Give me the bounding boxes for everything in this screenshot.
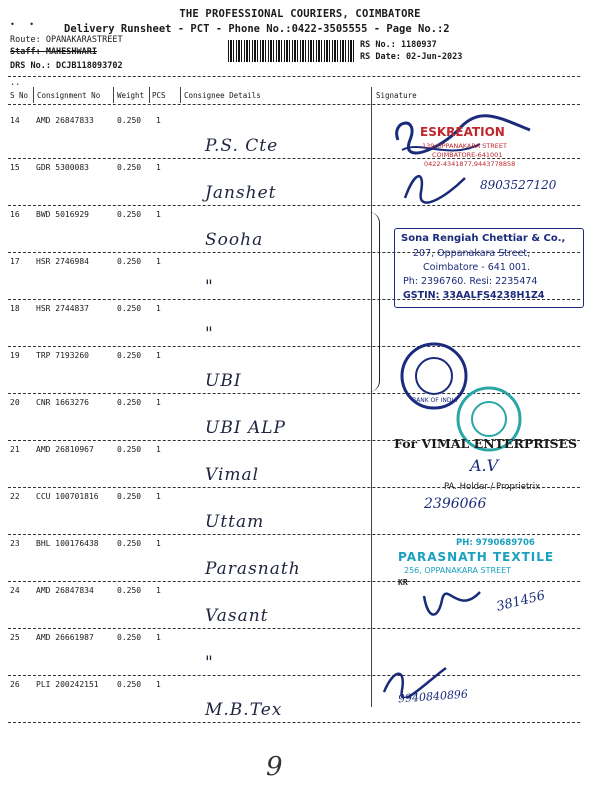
rengiah-phone: Ph: 2396760. Resi: 2235474 <box>403 276 538 287</box>
vimal-initials: A.V <box>470 456 499 475</box>
row-sno: 22 <box>10 492 20 501</box>
consignee-handwriting: Vimal <box>205 465 260 485</box>
row-sno: 26 <box>10 680 20 689</box>
stamp-red-name: ESKREATION <box>420 125 505 139</box>
row-consignment: AMD 26661987 <box>36 633 94 642</box>
row-pcs: 1 <box>156 116 161 125</box>
row-weight: 0.250 <box>117 398 142 407</box>
row26-note: 9940840896 <box>397 687 469 706</box>
row-sno: 15 <box>10 163 20 172</box>
stamp-red-line: COIMBATORE-641001 <box>432 151 503 159</box>
row-pcs: 1 <box>156 492 161 501</box>
parasnath-addr: 256, OPPANAKARA STREET <box>404 566 512 575</box>
handwritten-bracket <box>369 212 380 392</box>
row-consignment: GDR 5300083 <box>36 163 89 172</box>
row-pcs: 1 <box>156 445 161 454</box>
rs-number: RS No.: 1180937 <box>360 40 437 50</box>
row-sno: 25 <box>10 633 20 642</box>
row-consignment: HSR 2744837 <box>36 304 89 313</box>
table-row <box>0 304 600 351</box>
consignee-handwriting: Parasnath <box>205 559 301 579</box>
row-pcs: 1 <box>156 210 161 219</box>
row-consignment: TRP 7193260 <box>36 351 89 360</box>
consignee-handwriting: Sooha <box>205 230 264 250</box>
table-row <box>0 680 600 727</box>
bank-name: BANK OF INDIA <box>412 397 458 404</box>
row-divider <box>8 628 580 629</box>
row-sno: 23 <box>10 539 20 548</box>
signature-15 <box>395 168 475 204</box>
row-consignment: CNR 1663276 <box>36 398 89 407</box>
rengiah-name: Sona Rengiah Chettiar & Co., <box>401 233 566 244</box>
route: Route: OPANAKARASTREET <box>10 35 123 45</box>
row-pcs: 1 <box>156 586 161 595</box>
row-weight: 0.250 <box>117 680 142 689</box>
vimal-role: PA. Holder / Proprietrix <box>444 482 541 492</box>
row-weight: 0.250 <box>117 351 142 360</box>
col-signature: Signature <box>376 91 417 100</box>
parasnath-name: PARASNATH TEXTILE <box>398 550 555 564</box>
divider-dots: .. <box>10 78 21 88</box>
row-consignment: HSR 2746984 <box>36 257 89 266</box>
row-weight: 0.250 <box>117 445 142 454</box>
col-divider <box>113 87 114 103</box>
row-sno: 14 <box>10 116 20 125</box>
phone-note: 8903527120 <box>480 178 557 192</box>
punch-dots: • • <box>10 20 35 29</box>
rengiah-stamp <box>394 228 584 308</box>
consignee-handwriting: UBI <box>205 371 242 391</box>
table-row <box>0 492 600 539</box>
row-pcs: 1 <box>156 539 161 548</box>
row-pcs: 1 <box>156 680 161 689</box>
row-weight: 0.250 <box>117 304 142 313</box>
kr-mark: KR <box>398 578 408 587</box>
drs-number: DRS No.: DCJB118093702 <box>10 61 123 71</box>
col-pcs: PCS <box>152 91 166 100</box>
rs-date: RS Date: 02-Jun-2023 <box>360 52 463 62</box>
col-consignment: Consignment No <box>37 91 101 100</box>
consignee-handwriting: Janshet <box>205 183 277 203</box>
page-mark: 9 <box>266 752 283 782</box>
row-sno: 17 <box>10 257 20 266</box>
row-consignment: CCU 100701816 <box>36 492 99 501</box>
consignee-handwriting: " <box>205 324 214 344</box>
consignee-handwriting: Vasant <box>205 606 269 626</box>
consignee-handwriting: " <box>205 653 214 673</box>
vimal-stamp: For VIMAL ENTERPRISES <box>394 436 578 451</box>
row-consignment: AMD 26847834 <box>36 586 94 595</box>
row-consignment: PLI 200242151 <box>36 680 99 689</box>
col-divider <box>149 87 150 103</box>
row-pcs: 1 <box>156 163 161 172</box>
row-divider <box>8 534 580 535</box>
consignee-handwriting: " <box>205 277 214 297</box>
col-divider <box>180 87 181 103</box>
row-sno: 16 <box>10 210 20 219</box>
stamp-red-line: 0422-4341877,9443778858 <box>424 160 516 168</box>
row-weight: 0.250 <box>117 633 142 642</box>
row-pcs: 1 <box>156 398 161 407</box>
signature-24 <box>418 586 488 622</box>
table-row <box>0 633 600 680</box>
row-pcs: 1 <box>156 351 161 360</box>
row-sno: 20 <box>10 398 20 407</box>
rengiah-city: Coimbatore - 641 001. <box>423 262 531 273</box>
row-consignment: BHL 100176438 <box>36 539 99 548</box>
consignee-handwriting: UBI ALP <box>205 418 286 438</box>
row-weight: 0.250 <box>117 539 142 548</box>
row24-note: 381456 <box>494 588 547 615</box>
row-weight: 0.250 <box>117 163 142 172</box>
row-pcs: 1 <box>156 633 161 642</box>
runsheet-title: Delivery Runsheet - PCT - Phone No.:0422-3505555 - Page No.:2 <box>64 23 450 35</box>
consignee-handwriting: Uttam <box>205 512 265 532</box>
col-consignee: Consignee Details <box>184 91 261 100</box>
col-divider <box>33 87 34 103</box>
row-sno: 19 <box>10 351 20 360</box>
row-pcs: 1 <box>156 304 161 313</box>
stamp-red-line: 139,OPPANAKARA STREET <box>422 142 507 150</box>
row-weight: 0.250 <box>117 492 142 501</box>
company-name: THE PROFESSIONAL COURIERS, COIMBATORE <box>179 8 421 20</box>
consignee-handwriting: M.B.Tex <box>205 700 283 720</box>
row-divider <box>8 205 580 206</box>
row-divider <box>8 675 580 676</box>
consignee-handwriting: P.S. Cte <box>205 136 279 156</box>
col-weight: Weight <box>117 91 145 100</box>
row-weight: 0.250 <box>117 210 142 219</box>
vimal-note: 2396066 <box>424 496 487 512</box>
row-pcs: 1 <box>156 257 161 266</box>
row-divider <box>8 581 580 582</box>
barcode <box>228 40 354 62</box>
staff: Staff: MAHESHWARI <box>10 47 97 57</box>
row-divider <box>8 346 580 347</box>
row-consignment: AMD 26810967 <box>36 445 94 454</box>
header-divider <box>8 76 580 77</box>
eskreation-stamp <box>380 110 540 172</box>
header-bottom-divider <box>8 104 580 105</box>
row-divider <box>8 722 580 723</box>
row-consignment: AMD 26847833 <box>36 116 94 125</box>
parasnath-phone: PH: 9790689706 <box>456 538 535 548</box>
row-sno: 21 <box>10 445 20 454</box>
row-sno: 18 <box>10 304 20 313</box>
col-sno: S No <box>10 91 29 100</box>
row-weight: 0.250 <box>117 586 142 595</box>
row-weight: 0.250 <box>117 116 142 125</box>
row-weight: 0.250 <box>117 257 142 266</box>
rengiah-gstin: GSTIN: 33AALFS4238H1Z4 <box>403 290 545 301</box>
row-consignment: BWD 5016929 <box>36 210 89 219</box>
row-sno: 24 <box>10 586 20 595</box>
rengiah-addr: 207, Oppanakara Street, <box>413 248 531 259</box>
